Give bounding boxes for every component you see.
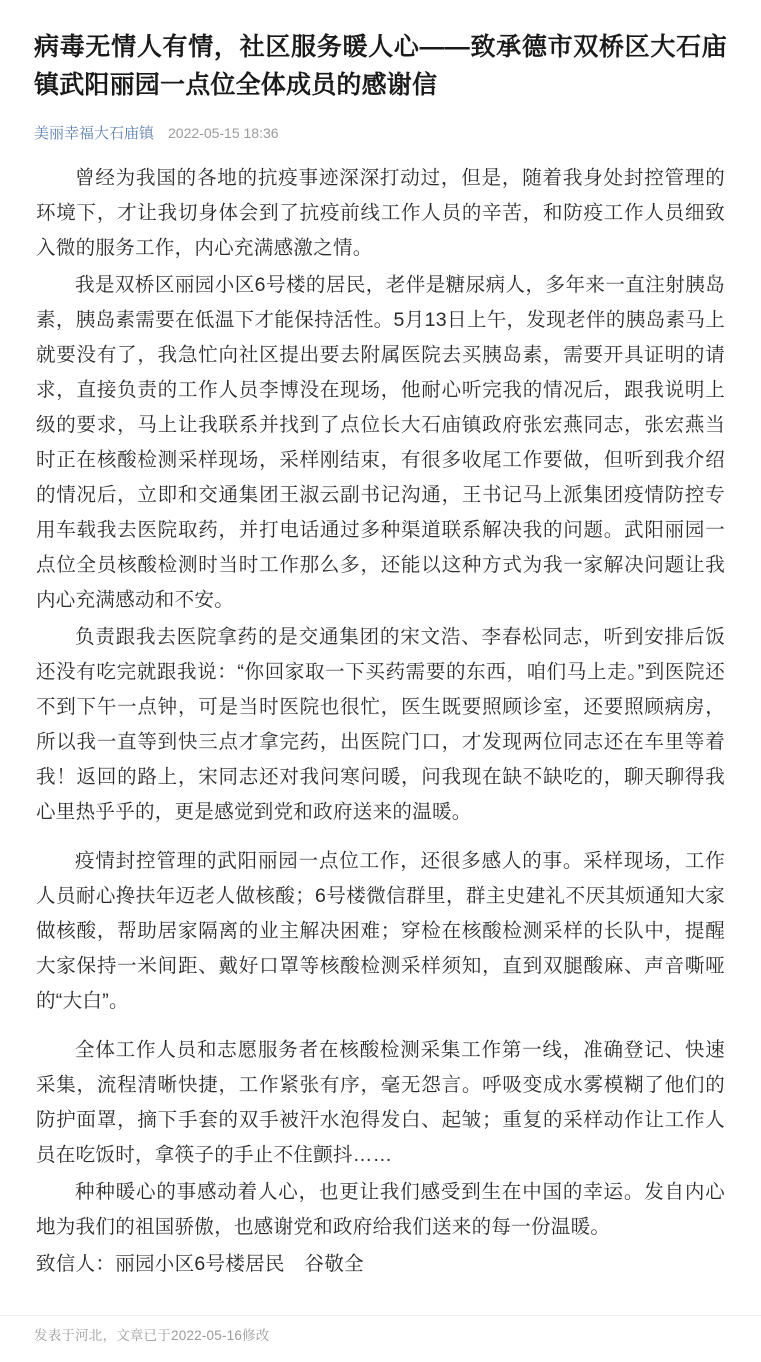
article-meta (34, 122, 727, 143)
page-title: 病毒无情人有情，社区服务暖人心——致承德市双桥区大石庙镇武阳丽园一点位全体成员的感谢信 (34, 33, 727, 99)
author-link[interactable]: 美丽幸福大石庙镇 (34, 125, 155, 142)
article-paragraph: 我是双桥区丽园小区6号楼的居民，老伴是糖尿病人，多年来一直注射胰岛素，胰岛素需要在低温下才能保持活性。5月13日上午，发现老伴的胰岛素马上就要没有了，我急忙向社区提出要去附属医院去买胰岛素，需要开具证明的请求，直接负责的工作人员李博没在现场，他耐心听完我的情况后，跟我说明上级的要求，马上让我联系并找到了点位长大石庙镇政府张宏燕同志，张宏燕当时正在核酸检测采样现场，采样刚结束，有很多收尾工作要做，但听到我介绍的情况后，立即和交通集团王淑云副书记沟通，王书记马上派集团疫情防控专用车载我去医院取药，并打电话通过多种渠道联系解决我的问题。武阳丽园一点位全员核酸检测时当时工作那么多，还能以这种方式为我一家解决问题让我内心充满感动和不安。 (36, 274, 725, 611)
article-paragraph: 负责跟我去医院拿药的是交通集团的宋文浩、李春松同志，听到安排后饭还没有吃完就跟我说：“你回家取一下买药需要的东西，咱们马上走。”到医院还不到下午一点钟，可是当时医院也很忙，医生既要照顾诊室，还要照顾病房，所以我一直等到快三点才拿完药，出医院门口，才发现两位同志还在车里等着我！返回的路上，宋同志还对我问寒问暖，问我现在缺不缺吃的，聊天聊得我心里热乎乎的，更是感觉到党和政府送来的温暖。 (36, 626, 725, 823)
article-body (34, 149, 727, 1282)
publish-timestamp: 2022-05-15 18:36 (168, 124, 279, 141)
article-paragraph: 曾经为我国的各地的抗疫事迹深深打动过，但是，随着我身处封控管理的环境下，才让我切身体会到了抗疫前线工作人员的辛苦，和防疫工作人员细致入微的服务工作，内心充满感激之情。 (36, 167, 725, 259)
footer-note: 发表于河北，文章已于2022-05-16修改 (34, 1328, 270, 1343)
article-paragraph: 疫情封控管理的武阳丽园一点位工作，还很多感人的事。采样现场，工作人员耐心搀扶年迈老人做核酸；6号楼微信群里，群主史建礼不厌其烦通知大家做核酸，帮助居家隔离的业主解决困难；穿检在核酸检测采样的长队中，提醒大家保持一米间距、戴好口罩等核酸检测采样须知，直到双腿酸麻、声音嘶哑的“大白”。 (36, 850, 725, 1012)
footer-divider (0, 1315, 761, 1316)
article-paragraph: 种种暖心的事感动着人心，也更让我们感受到生在中国的幸运。发自内心地为我们的祖国骄傲，也感谢党和政府给我们送来的每一份温暖。 (36, 1181, 725, 1238)
article-paragraph: 全体工作人员和志愿服务者在核酸检测采集工作第一线，准确登记、快速采集，流程清晰快捷，工作紧张有序，毫无怨言。呼吸变成水雾模糊了他们的防护面罩，摘下手套的双手被汗水泡得发白、起皱；重复的采样动作让工作人员在吃饭时，拿筷子的手止不住颤抖…… (36, 1039, 725, 1166)
article-signature: 致信人：丽园小区6号楼居民 谷敬全 (36, 1253, 364, 1275)
